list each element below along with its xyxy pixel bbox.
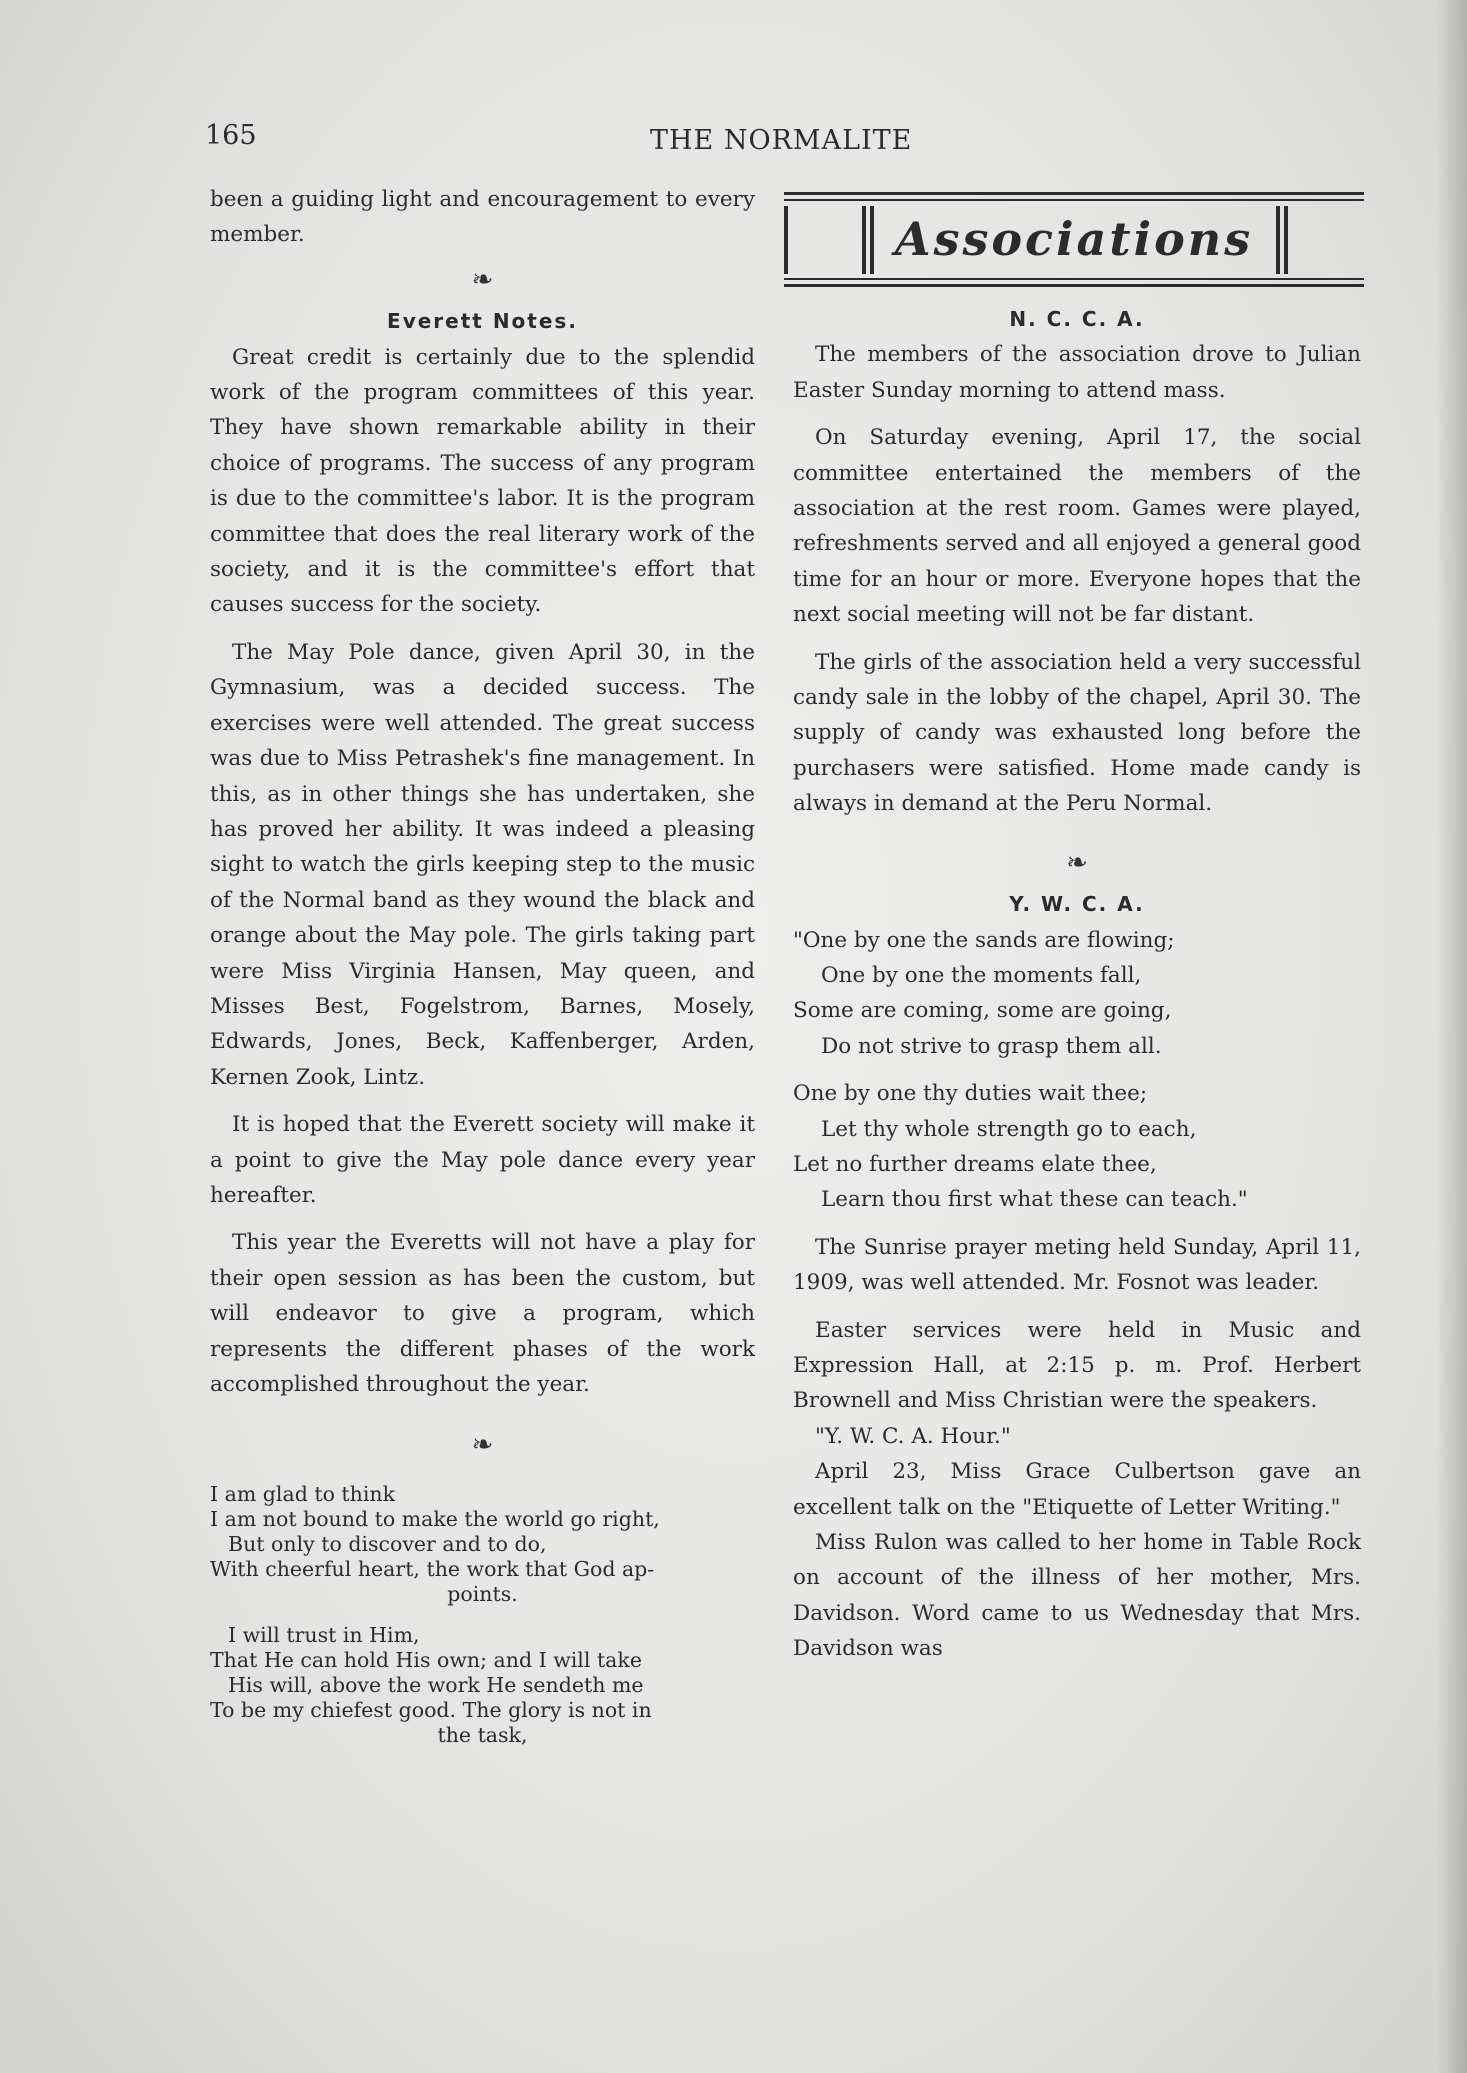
everett-heading: Everett Notes.	[387, 309, 578, 334]
ornament-icon: ❧	[471, 264, 494, 295]
ywca-paragraph: Easter services were held in Music and Expression Hall, at 2:15 p. m. Prof. Herbert Brownell and Miss Christian were the speakers.	[793, 1317, 1361, 1414]
poem-line: Let no further dreams elate thee,	[793, 1151, 1157, 1177]
ornament-icon: ❧	[1066, 847, 1088, 878]
ncca-paragraph: The members of the association drove to Julian Easter Sunday morning to attend mass.	[793, 342, 1361, 403]
poem-line: That He can hold His own; and I will take	[210, 1647, 642, 1672]
poem-line: To be my chiefest good. The glory is not in	[210, 1697, 652, 1722]
ywca-paragraph: The Sunrise prayer meting held Sunday, April 11, 1909, was well attended. Mr. Fosnot was leader.	[793, 1234, 1361, 1296]
left-column	[210, 182, 755, 1748]
poem-line: I will trust in Him,	[228, 1622, 420, 1647]
ywca-heading: Y. W. C. A.	[1009, 892, 1145, 917]
right-column	[793, 307, 1361, 1667]
ywca-poem	[793, 923, 1361, 1218]
ncca-paragraph: The girls of the association held a very successful candy sale in the lobby of the chapel, April 30. The supply of candy was exhausted long before the purchasers were satisfied. Home made candy is always in demand at the Peru Normal.	[793, 649, 1361, 817]
ncca-paragraph: On Saturday evening, April 17, the social committee entertained the members of the association at the rest room. Games were played, refreshments served and all enjoyed a general good time for an hour or more. Everyone hopes that the next social meeting will not be far distant.	[793, 425, 1361, 628]
ncca-heading: N. C. C. A.	[1009, 307, 1145, 331]
poem-line: Do not strive to grasp them all.	[821, 1033, 1162, 1059]
poem-line: I am glad to think	[210, 1481, 396, 1506]
poem-line: With cheerful heart, the work that God ap-	[210, 1556, 655, 1581]
poem-line: His will, above the work He sendeth me	[228, 1672, 644, 1697]
opening-text: been a guiding light and encouragement to every member.	[210, 187, 755, 248]
poem-line: One by one thy duties wait thee;	[793, 1081, 1148, 1107]
scan-edge-shadow	[1437, 0, 1467, 2073]
poem-line: But only to discover and to do,	[228, 1531, 547, 1556]
ywca-paragraph: April 23, Miss Grace Culbertson gave an excellent talk on the "Etiquette of Letter Writing."	[793, 1459, 1361, 1520]
poem-line: Some are coming, some are going,	[793, 998, 1172, 1024]
poem-line: Learn thou first what these can teach."	[821, 1187, 1248, 1213]
poem-line: "One by one the sands are flowing;	[793, 927, 1175, 953]
poem	[210, 1482, 755, 1748]
ywca-paragraph: "Y. W. C. A. Hour."	[815, 1423, 1011, 1449]
everett-paragraph: The May Pole dance, given April 30, in the Gymnasium, was a decided success. The exercises were well attended. The great success was due to Miss Petrashek's fine management. In this, as in other things she has undertaken, she has proved her ability. It was indeed a pleasing sight to watch the girls keeping step to the music of the Normal band as they wound the black and orange about the May pole. The girls taking part were Miss Virginia Hansen, May queen, and Misses Best, Fogelstrom, Barnes, Mosely, Edwards, Jones, Beck, Kaffenberger, Arden, Kernen Zook, Lintz.	[210, 639, 755, 1090]
running-title: THE NORMALITE	[650, 125, 913, 156]
everett-paragraph: This year the Everetts will not have a play for their open session as has been the custom, but will endeavor to give a program, which represents the different phases of the work accomplished throughout the year.	[210, 1230, 755, 1397]
poem-line: I am not bound to make the world go right,	[210, 1506, 660, 1531]
poem-line: the task,	[437, 1722, 528, 1747]
ornament-icon: ❧	[471, 1430, 494, 1461]
banner-title: Associations	[894, 212, 1254, 266]
page-number: 165	[205, 120, 257, 151]
everett-paragraph: It is hoped that the Everett society will make it a point to give the May pole dance every year hereafter.	[210, 1112, 755, 1208]
everett-paragraph: Great credit is certainly due to the splendid work of the program committees of this year. They have shown remarkable ability in their choice of programs. The success of any program is due to the committee's labor. It is the program committee that does the real literary work of the society, and it is the committee's effort that causes success for the society.	[210, 344, 755, 618]
poem-line: Let thy whole strength go to each,	[821, 1116, 1197, 1142]
ywca-paragraph: Miss Rulon was called to her home in Table Rock on account of the illness of her mother, Mrs. Davidson. Word came to us Wednesday that Mrs. Davidson was	[793, 1530, 1361, 1662]
associations-banner	[784, 192, 1364, 292]
poem-line: One by one the moments fall,	[821, 962, 1142, 988]
poem-line: points.	[447, 1581, 518, 1606]
